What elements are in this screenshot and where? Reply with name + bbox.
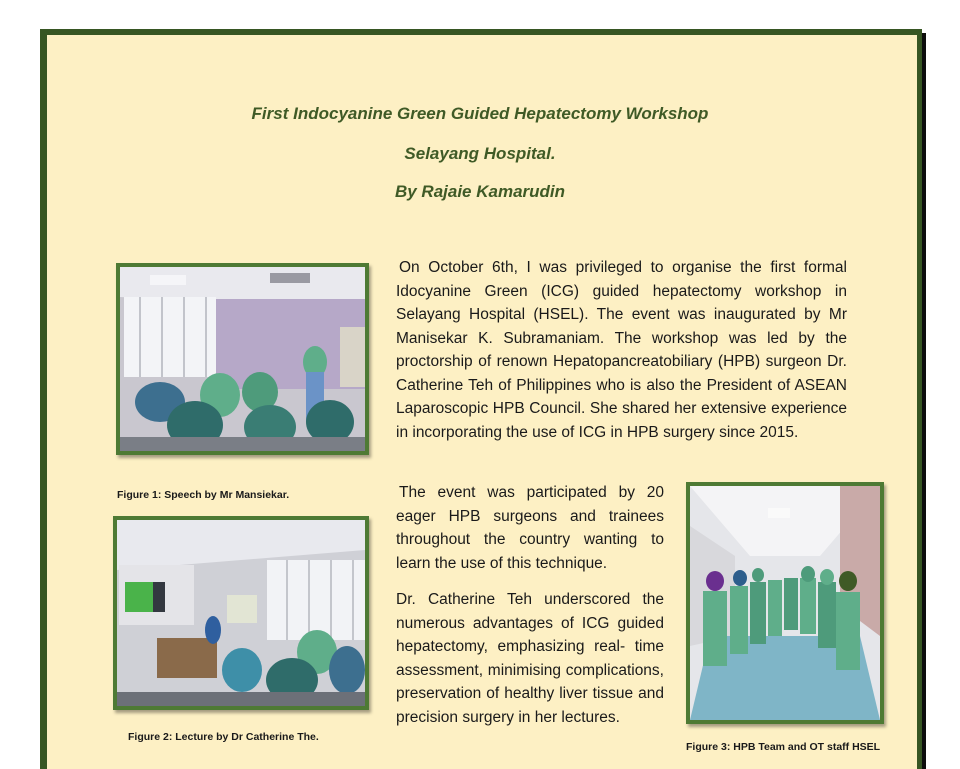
article-location: Selayang Hospital. — [404, 144, 556, 163]
paragraph-intro: On October 6th, I was privileged to organise the first formal Idocyanine Green (ICG) guided hepatectomy workshop in Selayang Hospital (HSEL). The event was inaugurated by Mr Manisekar K. Subramaniam. The workshop was led by the proctorship of renown Hepatopancreatobiliary (HPB) surgeon Dr. Catherine Teh of Philippines who is also the President of ASEAN Laparoscopic HPB Council. She shared her extensive experience in incorporating the use of ICG in HPB surgery since 2015. — [396, 259, 847, 441]
figure-3-caption: Figure 3: HPB Team and OT staff HSEL — [686, 741, 881, 753]
article-title: First Indocyanine Green Guided Hepatectomy Workshop — [251, 104, 709, 123]
paragraph-advantages: Dr. Catherine Teh underscored the numerous advantages of ICG guided hepatectomy, emphasizing real- time assessment, minimising complications, preservation of healthy liver tissue and precision surgery in her lectures. — [396, 591, 664, 726]
figure-2-photo — [113, 516, 369, 710]
article-author: By Rajaie Kamarudin — [394, 182, 566, 201]
paragraph-participants: The event was participated by 20 eager HPB surgeons and trainees throughout the country wanting to learn the use of this technique. — [396, 484, 664, 572]
figure-1-caption: Figure 1: Speech by Mr Mansiekar. — [117, 489, 290, 501]
figure-3-photo — [686, 482, 884, 724]
figure-2-caption: Figure 2: Lecture by Dr Catherine The. — [128, 731, 319, 743]
figure-1-photo — [116, 263, 369, 455]
